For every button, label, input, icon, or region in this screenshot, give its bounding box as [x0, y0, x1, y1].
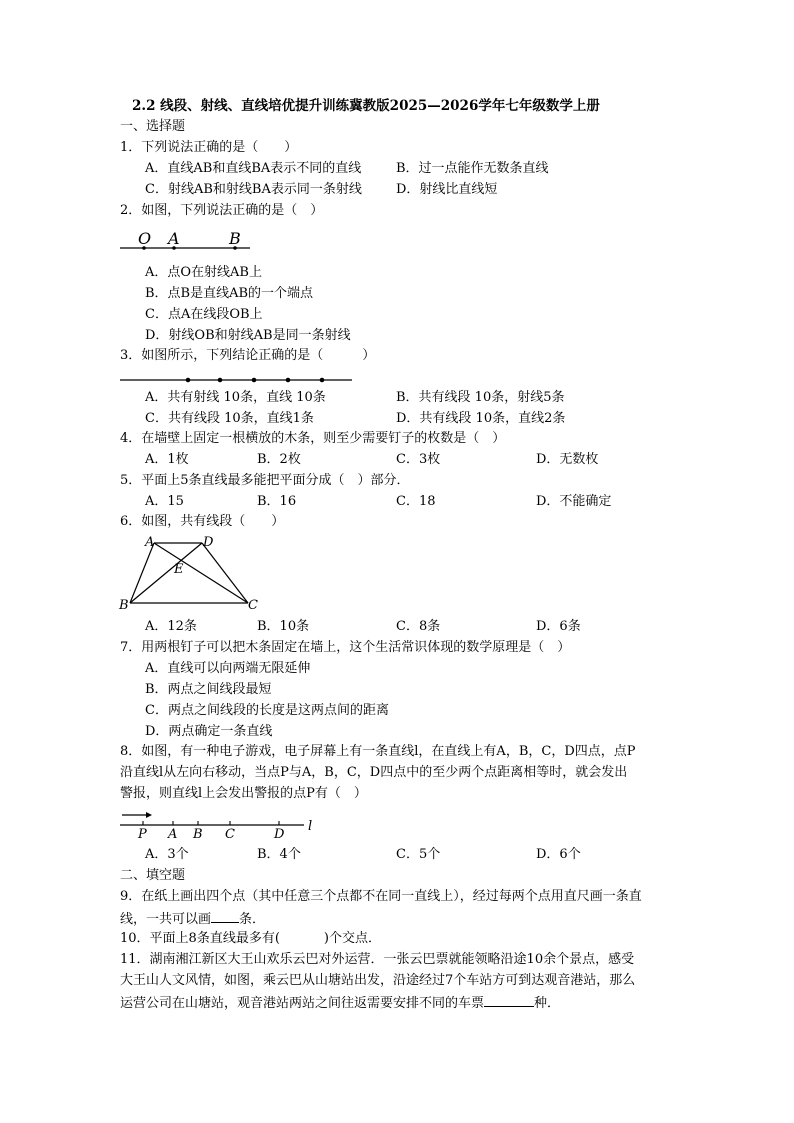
q7-option-c: C．两点之间线段的长度是这两点间的距离	[145, 703, 389, 718]
q7-option-d: D．两点确定一条直线	[145, 724, 273, 739]
q9-text-after-blank: 条．	[239, 912, 266, 927]
q8-stem-line1: 8．如图，有一种电子游戏，电子屏幕上有一条直线l，在直线上有A，B，C，D四点，点P	[120, 744, 636, 759]
q8-option-d: D．6个	[536, 847, 581, 862]
q9-text-before-blank: 线，一共可以画	[120, 912, 212, 927]
q9-stem-line1: 9．在纸上画出四个点（其中任意三个点都不在同一直线上），经过每两个点用直尺画一条直	[120, 889, 642, 904]
q2-label-o: O	[138, 229, 152, 248]
q5-stem: 5．平面上5条直线最多能把平面分成（ ）部分．	[120, 473, 410, 488]
q4-option-d: D．无数枚	[536, 452, 599, 467]
q6-option-d: D．6条	[536, 619, 581, 634]
q5-option-c: C．18	[396, 494, 436, 509]
q3-option-c: C．共有线段 10条，直线1条	[145, 411, 314, 426]
q4-stem: 4．在墙壁上固定一根横放的木条，则至少需要钉子的枚数是（ ）	[120, 431, 506, 446]
q8-label-c: C	[225, 827, 235, 842]
q6-label-a: A	[145, 535, 155, 550]
q3-option-d: D．共有线段 10条，直线2条	[396, 411, 566, 426]
q8-stem-line3: 警报，则直线l上会发出警报的点P有（ ）	[120, 786, 367, 801]
q1-stem: 1．下列说法正确的是（ ）	[120, 140, 298, 155]
q1-option-d: D．射线比直线短	[396, 182, 498, 197]
q2-figure-ray	[118, 228, 258, 254]
q7-stem: 7．用两根钉子可以把木条固定在墙上，这个生活常识体现的数学原理是（ ）	[120, 640, 571, 655]
q4-option-b: B．2枚	[257, 452, 301, 467]
q4-option-c: C．3枚	[396, 452, 441, 467]
q8-option-b: B．4个	[257, 847, 301, 862]
q3-stem: 3．如图所示，下列结论正确的是（ ）	[120, 348, 376, 363]
q11-stem-line3	[120, 994, 560, 1012]
q2-option-c: C．点A在线段OB上	[145, 307, 263, 322]
q6-label-e: E	[174, 562, 184, 577]
q8-label-d: D	[274, 827, 285, 842]
q2-option-b: B．点B是直线AB的一个端点	[145, 286, 314, 301]
q6-option-b: B．10条	[257, 619, 310, 634]
q9-stem-line2	[120, 910, 265, 928]
q8-option-a: A．3个	[145, 847, 189, 862]
q1-option-a: A．直线AB和直线BA表示不同的直线	[145, 161, 362, 176]
q10-text-before-blank: 10．平面上8条直线最多有(	[120, 931, 280, 946]
q1-option-c: C．射线AB和射线BA表示同一条射线	[145, 182, 362, 197]
q6-option-a: A．12条	[145, 619, 197, 634]
q2-option-d: D．射线OB和射线AB是同一条射线	[145, 328, 351, 343]
q5-option-a: A．15	[145, 494, 184, 509]
q6-label-d: D	[203, 535, 214, 550]
q10-text-after-blank: )个交点．	[323, 931, 381, 946]
q6-label-b: B	[119, 598, 129, 613]
page-title: 2.2 线段、射线、直线培优提升训练冀教版2025—2026学年七年级数学上册	[132, 98, 600, 114]
q3-option-b: B．共有线段 10条，射线5条	[396, 390, 565, 405]
q6-stem: 6．如图，共有线段（ ）	[120, 514, 285, 529]
q2-label-a: A	[168, 229, 180, 248]
q5-option-d: D．不能确定	[536, 494, 612, 509]
q1-option-b: B．过一点能作无数条直线	[396, 161, 549, 176]
q2-stem: 2．如图，下列说法正确的是（ ）	[120, 203, 324, 218]
q9-answer-blank[interactable]	[211, 910, 239, 923]
q5-option-b: B．16	[257, 494, 297, 509]
q6-figure-trapezoid	[118, 533, 268, 613]
q4-option-a: A．1枚	[145, 452, 189, 467]
q11-stem-line2: 大王山人文风情，如图，乘云巴从山塘站出发，沿途经过7个车站方可到达观音港站，那么	[120, 973, 636, 988]
q8-option-c: C．5个	[396, 847, 441, 862]
q11-text-before-blank: 运营公司在山塘站，观音港站两站之间往返需要安排不同的车票	[120, 996, 485, 1011]
q3-figure-line	[118, 374, 358, 386]
q11-stem-line1: 11．湖南湘江新区大王山欢乐云巴对外运营．一张云巴票就能领略沿途10余个景点，感受	[120, 952, 635, 967]
q7-option-a: A．直线可以向两端无限延伸	[145, 661, 311, 676]
q11-answer-blank[interactable]	[484, 994, 534, 1007]
q8-figure-line-l	[118, 806, 328, 840]
q8-label-p: P	[138, 827, 147, 842]
q3-option-a: A．共有射线 10条，直线 10条	[145, 390, 326, 405]
q8-label-l: l	[308, 819, 313, 834]
q2-option-a: A．点O在射线AB上	[145, 265, 262, 280]
q2-label-b: B	[229, 229, 241, 248]
q6-label-c: C	[248, 598, 258, 613]
section-heading-fill: 二、填空题	[120, 868, 186, 883]
q7-option-b: B．两点之间线段最短	[145, 682, 272, 697]
q11-text-after-blank: 种．	[534, 996, 561, 1011]
q8-stem-line2: 沿直线l从左向右移动，当点P与A，B，C，D四点中的至少两个点距离相等时，就会发出	[120, 765, 628, 780]
q6-option-c: C．8条	[396, 619, 441, 634]
q10-stem	[120, 931, 381, 947]
section-heading-choice: 一、选择题	[120, 119, 186, 134]
q8-label-a: A	[168, 827, 178, 842]
q8-label-b: B	[193, 827, 203, 842]
